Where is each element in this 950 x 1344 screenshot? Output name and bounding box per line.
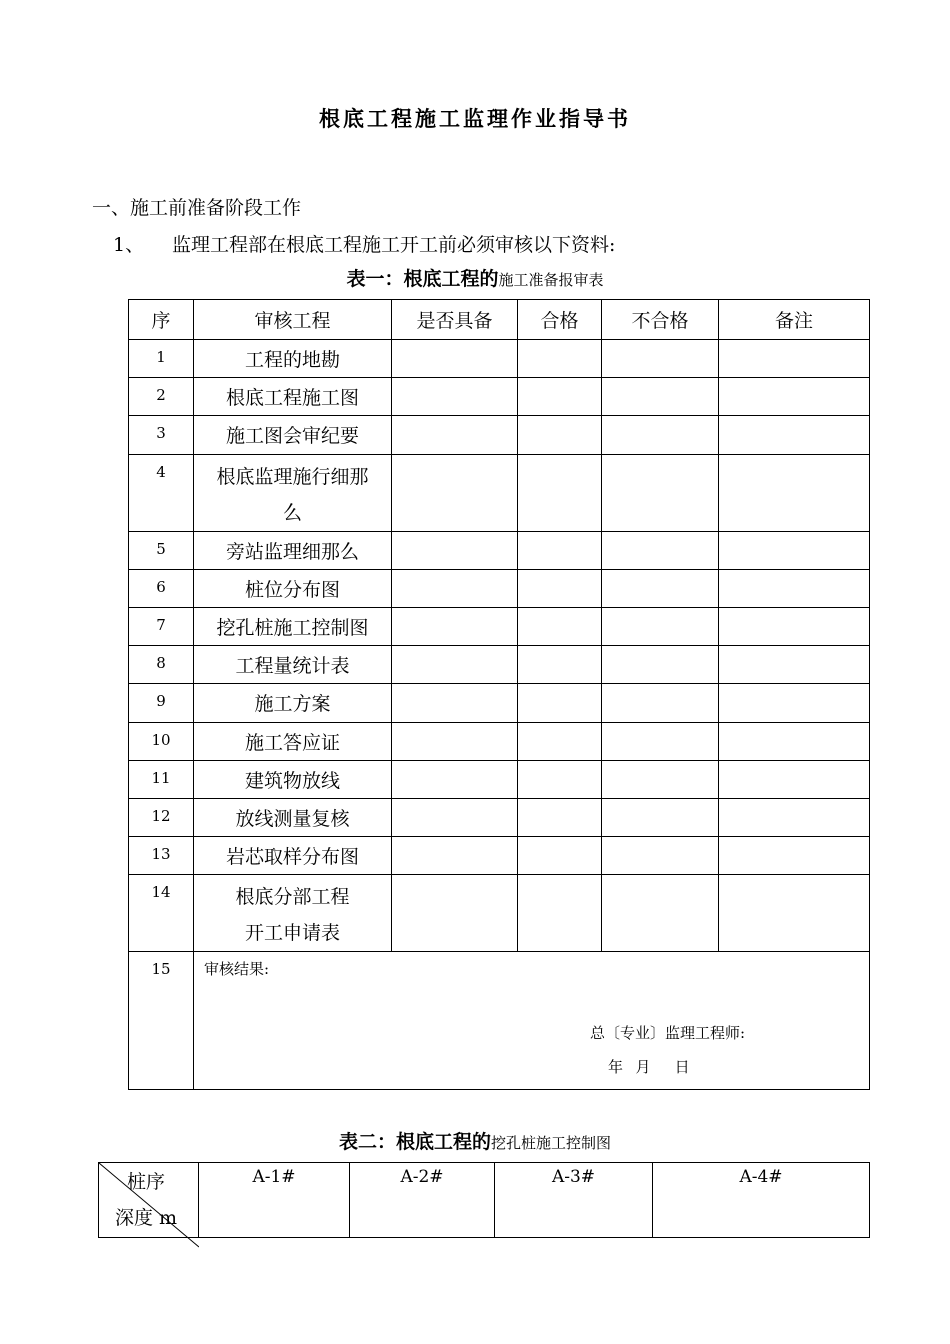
cell-qualified bbox=[518, 875, 602, 952]
cell-available bbox=[392, 454, 518, 531]
cell-unqualified bbox=[602, 569, 719, 607]
cell-unqualified bbox=[602, 836, 719, 874]
cell-available bbox=[392, 646, 518, 684]
table2-caption-bold: 表二：根底工程的 bbox=[338, 1131, 491, 1153]
cell-remarks bbox=[719, 722, 870, 760]
header-cell: 序 bbox=[129, 300, 194, 340]
cell-available bbox=[392, 340, 518, 378]
row-item: 桩位分布图 bbox=[194, 569, 392, 607]
engineer-signature-label: 总〔专业〕监理工程师: bbox=[590, 1024, 746, 1043]
table-row bbox=[129, 760, 870, 798]
pile-column-header: A-1# bbox=[199, 1163, 350, 1238]
header-cell: 不合格 bbox=[602, 300, 719, 340]
row-item: 放线测量复核 bbox=[194, 798, 392, 836]
cell-available bbox=[392, 608, 518, 646]
row-item bbox=[194, 875, 392, 952]
cell-available bbox=[392, 836, 518, 874]
item-text: 监理工程部在根底工程施工开工前必须审核以下资料: bbox=[172, 234, 616, 256]
row-number: 12 bbox=[129, 798, 194, 836]
cell-remarks bbox=[719, 798, 870, 836]
cell-unqualified bbox=[602, 722, 719, 760]
pile-column-header: A-3# bbox=[495, 1163, 653, 1238]
cell-unqualified bbox=[602, 760, 719, 798]
cell-available bbox=[392, 684, 518, 722]
table-header-row bbox=[99, 1163, 870, 1238]
result-label: 审核结果: bbox=[204, 960, 270, 979]
corner-header-cell bbox=[99, 1163, 199, 1238]
cell-remarks bbox=[719, 875, 870, 952]
cell-available bbox=[392, 798, 518, 836]
header-cell: 备注 bbox=[719, 300, 870, 340]
row-number: 9 bbox=[129, 684, 194, 722]
row-number: 6 bbox=[129, 569, 194, 607]
cell-available bbox=[392, 378, 518, 416]
row-number: 13 bbox=[129, 836, 194, 874]
cell-qualified bbox=[518, 531, 602, 569]
cell-unqualified bbox=[602, 608, 719, 646]
header-cell: 合格 bbox=[518, 300, 602, 340]
table-header-row bbox=[129, 300, 870, 340]
table-row bbox=[129, 722, 870, 760]
cell-unqualified bbox=[602, 798, 719, 836]
pile-column-header: A-2# bbox=[350, 1163, 495, 1238]
cell-qualified bbox=[518, 416, 602, 454]
row-number: 11 bbox=[129, 760, 194, 798]
cell-remarks bbox=[719, 646, 870, 684]
row-item: 根底工程施工图 bbox=[194, 378, 392, 416]
cell-unqualified bbox=[602, 875, 719, 952]
row-item: 施工答应证 bbox=[194, 722, 392, 760]
cell-remarks bbox=[719, 836, 870, 874]
cell-remarks bbox=[719, 454, 870, 531]
cell-unqualified bbox=[602, 416, 719, 454]
pile-control-table bbox=[98, 1162, 870, 1238]
row-number: 2 bbox=[129, 378, 194, 416]
row-item: 岩芯取样分布图 bbox=[194, 836, 392, 874]
cell-qualified bbox=[518, 646, 602, 684]
cell-available bbox=[392, 569, 518, 607]
table-row bbox=[129, 646, 870, 684]
table-row bbox=[129, 454, 870, 531]
cell-unqualified bbox=[602, 378, 719, 416]
row-item-line2: 开工申请表 bbox=[244, 922, 340, 945]
table1-caption-bold: 表一：根底工程的 bbox=[346, 268, 499, 290]
row-number: 7 bbox=[129, 608, 194, 646]
document-title: 根底工程施工监理作业指导书 bbox=[319, 106, 631, 131]
table1-caption-normal: 施工准备报审表 bbox=[498, 271, 604, 289]
cell-remarks bbox=[719, 531, 870, 569]
table-row bbox=[129, 875, 870, 952]
date-label: 年 月 日 bbox=[608, 1058, 691, 1077]
cell-remarks bbox=[719, 416, 870, 454]
cell-remarks bbox=[719, 378, 870, 416]
pile-column-header: A-4# bbox=[653, 1163, 870, 1238]
table-row bbox=[129, 836, 870, 874]
result-cell bbox=[194, 952, 870, 1090]
table-row bbox=[129, 416, 870, 454]
header-cell: 是否具备 bbox=[392, 300, 518, 340]
row-item-line2: 么 bbox=[282, 501, 302, 524]
cell-remarks bbox=[719, 608, 870, 646]
row-number: 15 bbox=[129, 952, 194, 1090]
row-item-line1: 根底监理施行细那 bbox=[216, 465, 369, 488]
cell-available bbox=[392, 760, 518, 798]
cell-available bbox=[392, 531, 518, 569]
table-row bbox=[129, 569, 870, 607]
review-table bbox=[128, 299, 870, 1090]
cell-remarks bbox=[719, 684, 870, 722]
cell-remarks bbox=[719, 569, 870, 607]
table-row bbox=[129, 798, 870, 836]
row-item: 施工图会审纪要 bbox=[194, 416, 392, 454]
cell-available bbox=[392, 416, 518, 454]
table2-caption-normal: 挖孔桩施工控制图 bbox=[491, 1134, 612, 1152]
row-number: 3 bbox=[129, 416, 194, 454]
table-row bbox=[129, 684, 870, 722]
result-row bbox=[129, 952, 870, 1090]
cell-qualified bbox=[518, 684, 602, 722]
cell-qualified bbox=[518, 569, 602, 607]
row-number: 1 bbox=[129, 340, 194, 378]
row-number: 14 bbox=[129, 875, 194, 952]
row-item: 旁站监理细那么 bbox=[194, 531, 392, 569]
cell-available bbox=[392, 722, 518, 760]
table-row bbox=[129, 378, 870, 416]
row-item: 施工方案 bbox=[194, 684, 392, 722]
depth-label: 深度 m bbox=[115, 1207, 178, 1229]
row-item-line1: 根底分部工程 bbox=[235, 886, 350, 909]
row-item bbox=[194, 454, 392, 531]
row-item: 工程量统计表 bbox=[194, 646, 392, 684]
cell-unqualified bbox=[602, 646, 719, 684]
cell-qualified bbox=[518, 340, 602, 378]
row-number: 8 bbox=[129, 646, 194, 684]
table-row bbox=[129, 340, 870, 378]
cell-qualified bbox=[518, 608, 602, 646]
table1-caption bbox=[0, 264, 950, 291]
cell-qualified bbox=[518, 760, 602, 798]
cell-remarks bbox=[719, 760, 870, 798]
row-item: 挖孔桩施工控制图 bbox=[194, 608, 392, 646]
cell-unqualified bbox=[602, 531, 719, 569]
table-row bbox=[129, 608, 870, 646]
row-number: 10 bbox=[129, 722, 194, 760]
cell-qualified bbox=[518, 836, 602, 874]
cell-unqualified bbox=[602, 340, 719, 378]
cell-available bbox=[392, 875, 518, 952]
cell-qualified bbox=[518, 454, 602, 531]
row-number: 5 bbox=[129, 531, 194, 569]
item-number: 1、 bbox=[113, 234, 145, 256]
pile-sequence-label: 桩序 bbox=[127, 1171, 166, 1193]
row-item: 建筑物放线 bbox=[194, 760, 392, 798]
cell-unqualified bbox=[602, 454, 719, 531]
cell-qualified bbox=[518, 722, 602, 760]
row-number: 4 bbox=[129, 454, 194, 531]
cell-remarks bbox=[719, 340, 870, 378]
section-heading: 一、施工前准备阶段工作 bbox=[92, 197, 302, 219]
table2-caption bbox=[0, 1127, 950, 1154]
cell-qualified bbox=[518, 378, 602, 416]
cell-qualified bbox=[518, 798, 602, 836]
row-item: 工程的地勘 bbox=[194, 340, 392, 378]
cell-unqualified bbox=[602, 684, 719, 722]
header-cell: 审核工程 bbox=[194, 300, 392, 340]
table-row bbox=[129, 531, 870, 569]
